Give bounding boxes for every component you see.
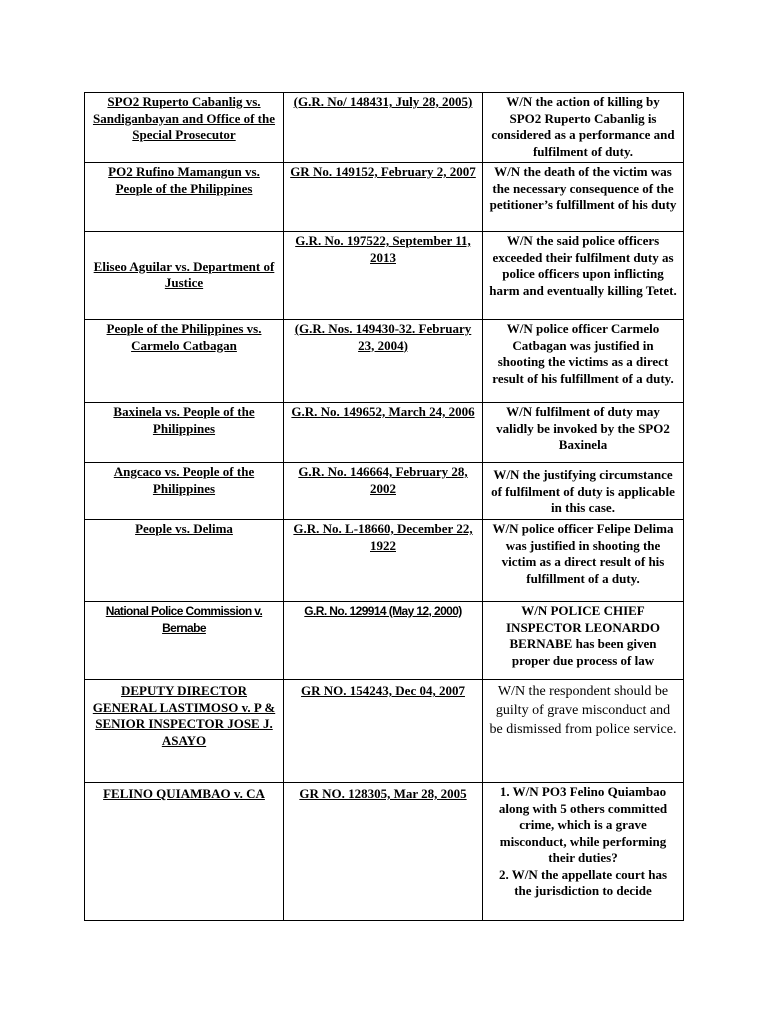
gr-number-cell: G.R. No. 146664, February 28, 2002 xyxy=(284,463,483,520)
case-title-cell: People vs. Delima xyxy=(85,520,284,602)
table-row xyxy=(85,163,684,232)
case-title-cell: Angcaco vs. People of the Philippines xyxy=(85,463,284,520)
case-title-cell: National Police Commission v. Bernabe xyxy=(85,602,284,680)
case-title-cell: SPO2 Ruperto Cabanlig vs. Sandiganbayan and Office of the Special Prosecutor xyxy=(85,93,284,163)
table-row xyxy=(85,93,684,163)
gr-number-cell: (G.R. No/ 148431, July 28, 2005) xyxy=(284,93,483,163)
case-title-cell: Baxinela vs. People of the Philippines xyxy=(85,403,284,463)
issue-cell: W/N the said police officers exceeded their fulfilment duty as police officers upon inflicting harm and eventually killing Tetet. xyxy=(483,232,684,320)
issue-cell: W/N the justifying circumstance of fulfilment of duty is applicable in this case. xyxy=(483,463,684,520)
table-row xyxy=(85,403,684,463)
issue-line: 2. W/N the appellate court has the jurisdiction to decide xyxy=(498,866,668,898)
gr-number-cell: GR NO. 128305, Mar 28, 2005 xyxy=(284,783,483,921)
issue-cell: W/N police officer Carmelo Catbagan was justified in shooting the victims as a direct result of his fulfillment of a duty. xyxy=(483,320,684,403)
issue-cell: W/N the death of the victim was the necessary consequence of the petitioner’s fulfillment of his duty xyxy=(483,163,684,232)
issue-line: 1. W/N PO3 Felino Quiambao along with 5 others committed crime, which is a grave misconduct, while performing their duties? xyxy=(498,784,668,865)
issue-cell: W/N the respondent should be guilty of grave misconduct and be dismissed from police service. xyxy=(483,680,684,783)
case-title-cell: PO2 Rufino Mamangun vs. People of the Philippines xyxy=(85,163,284,232)
issue-cell: W/N police officer Felipe Delima was justified in shooting the victim as a direct result of his fulfillment of a duty. xyxy=(483,520,684,602)
table-row xyxy=(85,520,684,602)
gr-number-cell: GR No. 149152, February 2, 2007 xyxy=(284,163,483,232)
gr-number-cell: G.R. No. L-18660, December 22, 1922 xyxy=(284,520,483,602)
table-row xyxy=(85,463,684,520)
issue-cell xyxy=(483,783,684,921)
issue-cell: W/N fulfilment of duty may validly be invoked by the SPO2 Baxinela xyxy=(483,403,684,463)
case-title-cell: DEPUTY DIRECTOR GENERAL LASTIMOSO v. P & SENIOR INSPECTOR JOSE J. ASAYO xyxy=(85,680,284,783)
gr-number-cell: G.R. No. 149652, March 24, 2006 xyxy=(284,403,483,463)
table-row xyxy=(85,232,684,320)
issue-cell: W/N POLICE CHIEF INSPECTOR LEONARDO BERNABE has been given proper due process of law xyxy=(483,602,684,680)
table-row xyxy=(85,783,684,921)
table-row xyxy=(85,680,684,783)
table-row xyxy=(85,320,684,403)
issue-cell: W/N the action of killing by SPO2 Ruperto Cabanlig is considered as a performance and fulfilment of duty. xyxy=(483,93,684,163)
table-row xyxy=(85,602,684,680)
case-title-cell: FELINO QUIAMBAO v. CA xyxy=(85,783,284,921)
gr-number-cell: (G.R. Nos. 149430-32. February 23, 2004) xyxy=(284,320,483,403)
gr-number-cell: GR NO. 154243, Dec 04, 2007 xyxy=(284,680,483,783)
case-title-cell: Eliseo Aguilar vs. Department of Justice xyxy=(85,232,284,320)
case-table xyxy=(84,92,684,921)
gr-number-cell: G.R. No. 129914 (May 12, 2000) xyxy=(284,602,483,680)
gr-number-cell: G.R. No. 197522, September 11, 2013 xyxy=(284,232,483,320)
case-title-cell: People of the Philippines vs. Carmelo Catbagan xyxy=(85,320,284,403)
